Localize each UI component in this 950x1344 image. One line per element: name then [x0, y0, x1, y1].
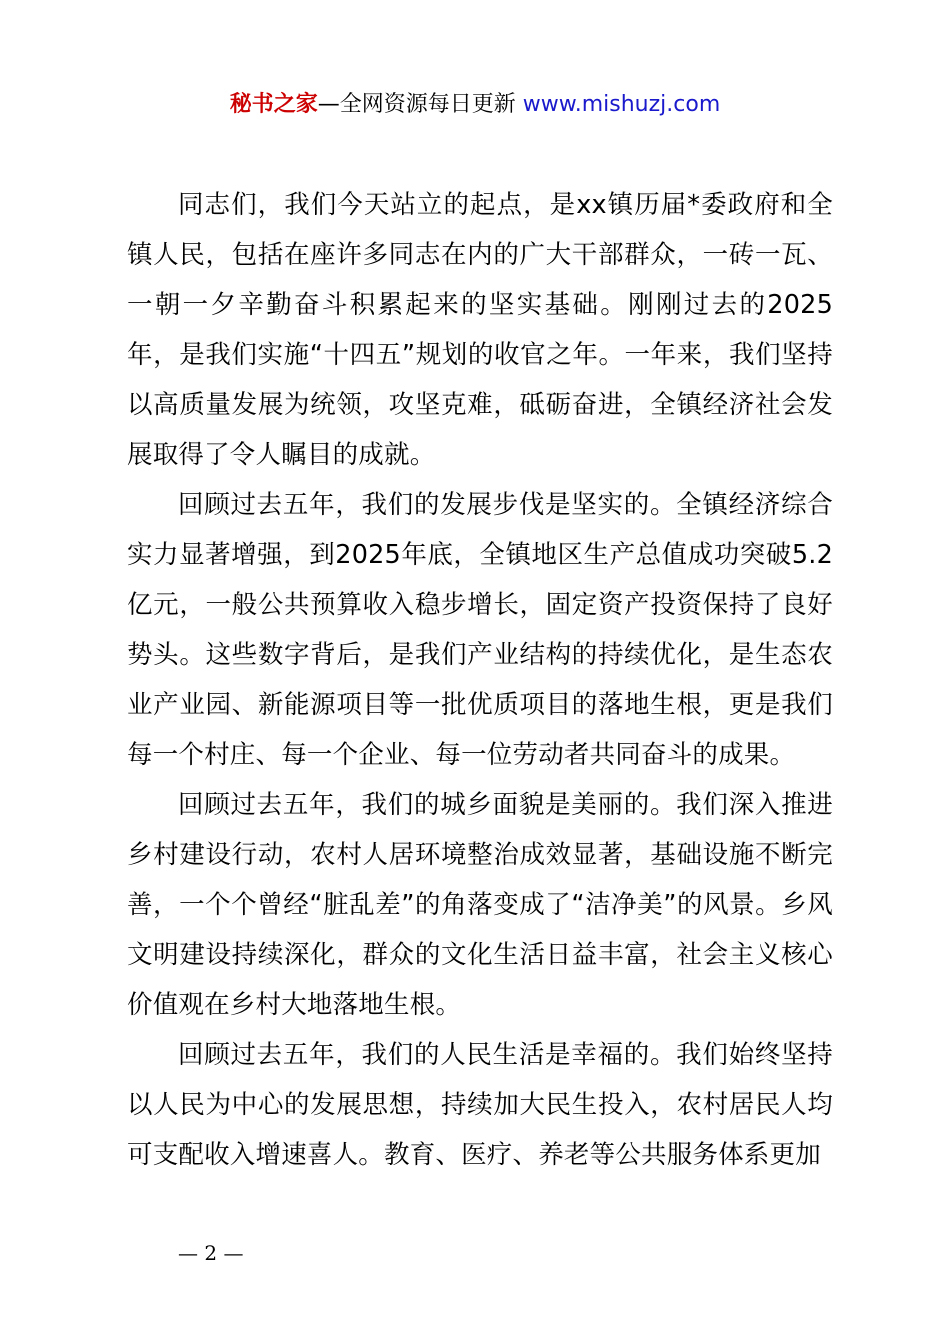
document-body [127, 180, 833, 1180]
site-url-link[interactable]: www.mishuzj.com [522, 92, 721, 117]
site-brand-name: 秘书之家 [229, 92, 318, 117]
paragraph-3: 回顾过去五年，我们的城乡面貌是美丽的。我们深入推进乡村建设行动，农村人居环境整治成效显著，基础设施不断完善，一个个曾经“脏乱差”的角落变成了“洁净美”的风景。乡风文明建设持续深化，群众的文化生活日益丰富，社会主义核心价值观在乡村大地落地生根。 [127, 790, 833, 1020]
paragraph-4: 回顾过去五年，我们的人民生活是幸福的。我们始终坚持以人民为中心的发展思想，持续加大民生投入，农村居民人均可支配收入增速喜人。教育、医疗、养老等公共服务体系更加 [127, 1040, 833, 1170]
paragraph-1: 同志们，我们今天站立的起点，是xx镇历届*委政府和全镇人民，包括在座许多同志在内的广大干部群众，一砖一瓦、一朝一夕辛勤奋斗积累起来的坚实基础。刚刚过去的2025年，是我们实施“十四五”规划的收官之年。一年来，我们坚持以高质量发展为统领，攻坚克难，砥砺奋进，全镇经济社会发展取得了令人瞩目的成就。 [127, 190, 833, 470]
paragraph-2: 回顾过去五年，我们的发展步伐是坚实的。全镇经济综合实力显著增强，到2025年底，全镇地区生产总值成功突破5.2亿元，一般公共预算收入稳步增长，固定资产投资保持了良好势头。这些数字背后，是我们产业结构的持续优化，是生态农业产业园、新能源项目等一批优质项目的落地生根，更是我们每一个村庄、每一个企业、每一位劳动者共同奋斗的成果。 [127, 490, 833, 770]
page-number: — 2 — [178, 1241, 244, 1265]
site-header [0, 88, 950, 122]
site-tagline: —全网资源每日更新 [317, 92, 523, 117]
